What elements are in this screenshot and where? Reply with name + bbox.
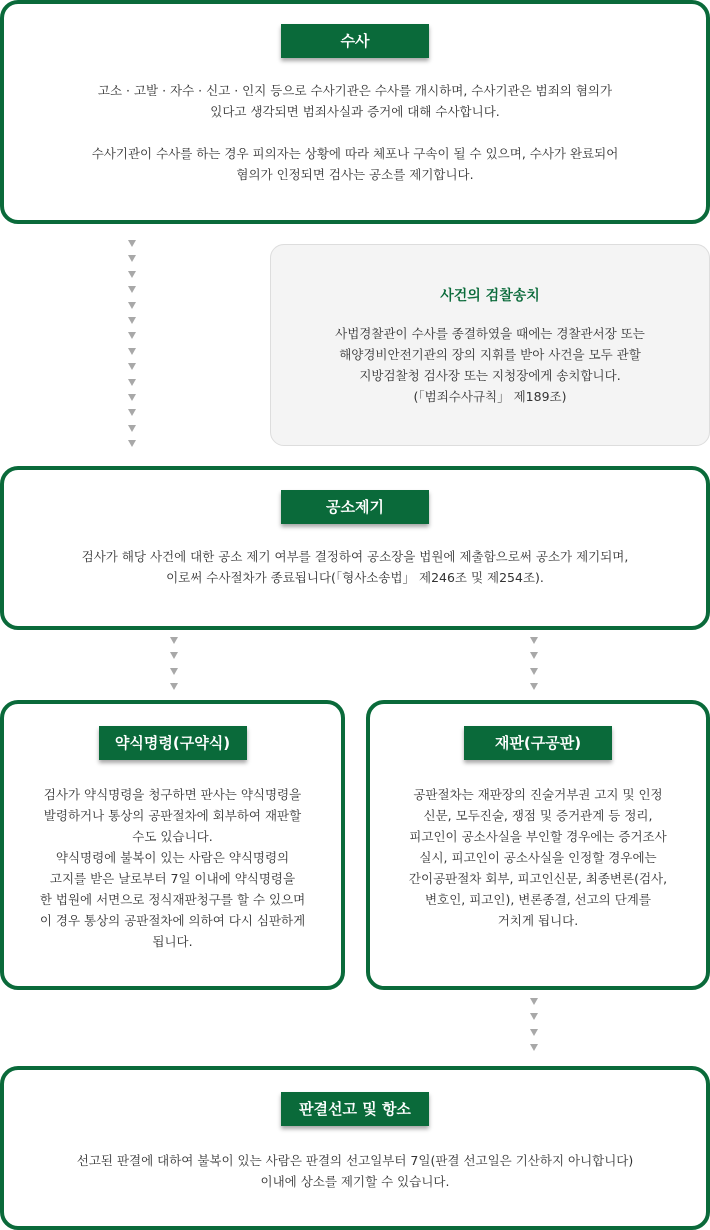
indictment-text: 검사가 해당 사건에 대한 공소 제기 여부를 결정하여 공소장을 법원에 제출함으로써 공소가 제기되며, 이로써 수사절차가 종료됩니다(「형사소송법」 제246조 및 제254조). bbox=[81, 549, 629, 585]
referral-title: 사건의 검찰송치 bbox=[440, 288, 540, 304]
verdict-title: 판결선고 및 항소 bbox=[281, 1092, 429, 1126]
flow-arrows-left-1 bbox=[126, 240, 138, 455]
summary-order-box bbox=[0, 700, 345, 990]
investigation-text: 고소 · 고발 · 자수 · 신고 · 인지 등으로 수사기관은 수사를 개시하며, 수사기관은 범죄의 혐의가 있다고 생각되면 범죄사실과 증거에 대해 수사합니다. 수사기관이 수사를 하는 경우 피의자는 상황에 따라 체포나 구속이 될 수 있으며, 수사가 완료되어 혐의가 인정되면 검사는 공소를 제기합니다. bbox=[91, 83, 619, 182]
summary-order-text: 검사가 약식명령을 청구하면 판사는 약식명령을 발령하거나 통상의 공판절차에 회부하여 재판할 수도 있습니다. 약식명령에 불복이 있는 사람은 약식명령의 고지를 받은 날로부터 7일 이내에 약식명령을 한 법원에 서면으로 정식재판청구를 할 수 있으며 이 경우 통상의 공판절차에 의하여 다시 심판하게 됩니다. bbox=[39, 787, 306, 949]
trial-text: 공판절차는 재판장의 진술거부권 고지 및 인정 신문, 모두진술, 쟁점 및 증거관계 등 정리, 피고인이 공소사실을 부인할 경우에는 증거조사 실시, 피고인이 공소사실을 인정할 경우에는 간이공판절차 회부, 피고인신문, 최종변론(검사, 변호인, 피고인), 변론종결, 선고의 단계를 거치게 됩니다. bbox=[408, 787, 668, 928]
trial-title: 재판(구공판) bbox=[464, 726, 612, 760]
indictment-title: 공소제기 bbox=[281, 490, 429, 524]
trial-box bbox=[366, 700, 710, 990]
verdict-box bbox=[0, 1066, 710, 1230]
verdict-text: 선고된 판결에 대하여 불복이 있는 사람은 판결의 선고일부터 7일(판결 선고일은 기산하지 아니합니다) 이내에 상소를 제기할 수 있습니다. bbox=[76, 1153, 634, 1189]
flow-arrows-to-verdict bbox=[528, 998, 540, 1060]
referral-box bbox=[270, 244, 710, 446]
flow-arrows-to-summary bbox=[168, 637, 180, 699]
summary-order-title: 약식명령(구약식) bbox=[99, 726, 247, 760]
flow-arrows-to-trial bbox=[528, 637, 540, 699]
indictment-box bbox=[0, 466, 710, 630]
investigation-box bbox=[0, 0, 710, 224]
referral-text: 사법경찰관이 수사를 종결하였을 때에는 경찰관서장 또는 해양경비안전기관의 장의 지휘를 받아 사건을 모두 관할 지방검찰청 검사장 또는 지청장에게 송치합니다. (「범죄수사규칙」 제189조) bbox=[335, 326, 645, 404]
investigation-title: 수사 bbox=[281, 24, 429, 58]
